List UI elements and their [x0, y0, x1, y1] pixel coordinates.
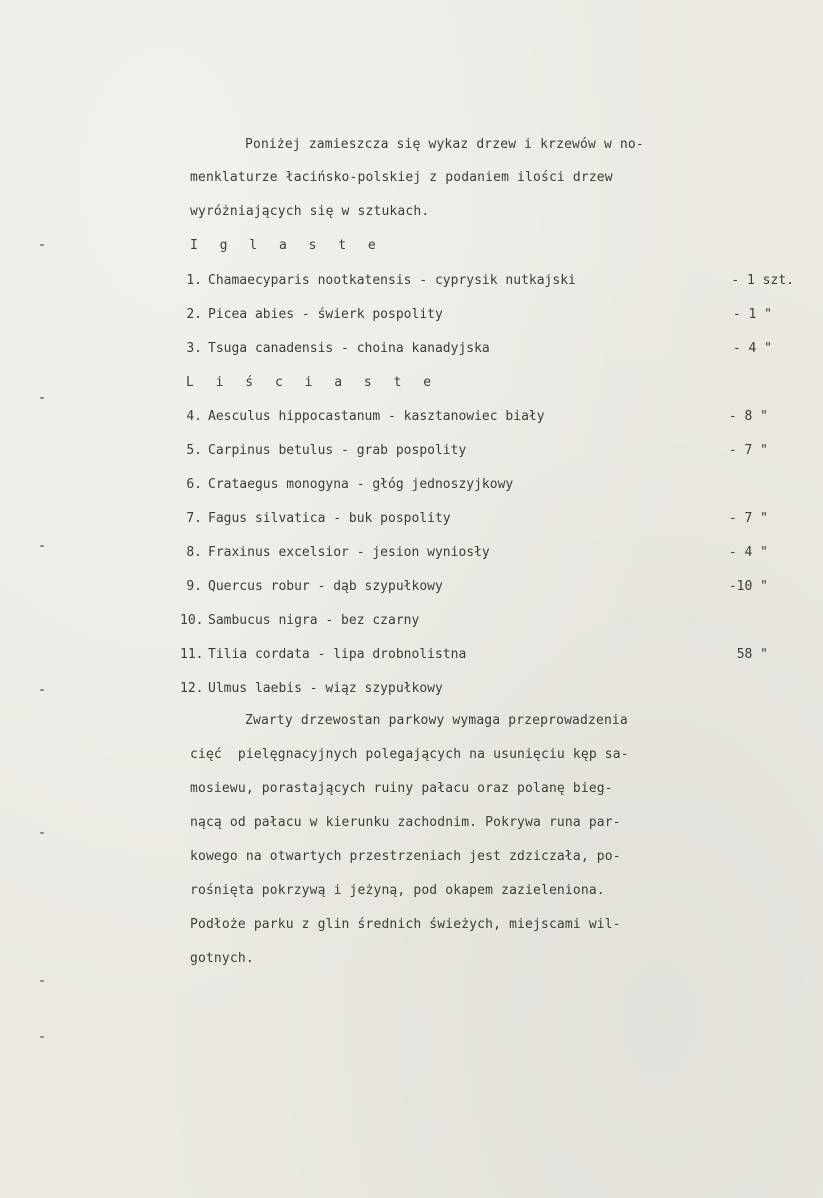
- list-item-name: Fagus silvatica - buk pospolity: [208, 511, 451, 526]
- list-item-name: Aesculus hippocastanum - kasztanowiec biały: [208, 409, 545, 424]
- margin-mark: [40, 980, 44, 982]
- margin-mark: [40, 545, 44, 547]
- margin-mark: [40, 1036, 44, 1038]
- closing-line: rośnięta pokrzywą i jeżyną, pod okapem zazieleniona.: [190, 883, 605, 898]
- closing-line: nącą od pałacu w kierunku zachodnim. Pokrywa runa par-: [190, 815, 621, 830]
- margin-mark: [40, 244, 44, 246]
- list-item-quantity: 58 ": [736, 647, 768, 662]
- list-item-name: Ulmus laebis - wiąz szypułkowy: [208, 681, 443, 696]
- list-item-name: Quercus robur - dąb szypułkowy: [208, 579, 443, 594]
- closing-line: cięć pielęgnacyjnych polegających na usunięciu kęp sa-: [190, 747, 629, 762]
- margin-mark: [40, 397, 44, 399]
- intro-line: wyróżniających się w sztukach.: [190, 204, 430, 219]
- list-item-name: Crataegus monogyna - głóg jednoszyjkowy: [208, 477, 514, 492]
- section-heading-conifers: I g l a s t e: [190, 238, 383, 253]
- list-item-quantity: - 7 ": [728, 443, 768, 458]
- margin-mark: [40, 689, 44, 691]
- list-item-number: 5.: [186, 443, 202, 458]
- list-item-quantity: - 7 ": [728, 511, 768, 526]
- list-item-name: Carpinus betulus - grab pospolity: [208, 443, 467, 458]
- list-item-number: 3.: [186, 341, 202, 356]
- list-item-number: 7.: [186, 511, 202, 526]
- closing-line: mosiewu, porastających ruiny pałacu oraz polanę bieg-: [190, 781, 613, 796]
- list-item-number: 6.: [186, 477, 202, 492]
- closing-line: gotnych.: [190, 951, 254, 966]
- list-item-number: 9.: [186, 579, 202, 594]
- list-item-quantity: - 8 ": [728, 409, 768, 424]
- list-item-quantity: - 1 ": [732, 307, 772, 322]
- list-item-number: 2.: [186, 307, 202, 322]
- list-item-number: 8.: [186, 545, 202, 560]
- list-item-quantity: - 1 szt.: [731, 273, 794, 288]
- list-item-number: 1.: [186, 273, 202, 288]
- list-item-name: Tilia cordata - lipa drobnolistna: [208, 647, 467, 662]
- intro-line: menklaturze łacińsko-polskiej z podaniem ilości drzew: [190, 170, 613, 185]
- intro-line: Poniżej zamieszcza się wykaz drzew i krzewów w no-: [245, 137, 644, 152]
- closing-line: Zwarty drzewostan parkowy wymaga przeprowadzenia: [245, 713, 628, 728]
- list-item-number: 11.: [180, 647, 204, 662]
- closing-line: kowego na otwartych przestrzeniach jest zdziczała, po-: [190, 849, 621, 864]
- margin-mark: [40, 832, 44, 834]
- closing-line: Podłoże parku z glin średnich świeżych, miejscami wil-: [190, 917, 621, 932]
- list-item-number: 4.: [186, 409, 202, 424]
- list-item-name: Picea abies - świerk pospolity: [208, 307, 443, 322]
- list-item-name: Fraxinus excelsior - jesion wyniosły: [208, 545, 490, 560]
- list-item-number: 10.: [180, 613, 204, 628]
- list-item-quantity: - 4 ": [728, 545, 768, 560]
- list-item-quantity: - 4 ": [732, 341, 772, 356]
- list-item-name: Chamaecyparis nootkatensis - cyprysik nutkajski: [208, 273, 576, 288]
- list-item-quantity: -10 ": [728, 579, 768, 594]
- list-item-name: Sambucus nigra - bez czarny: [208, 613, 420, 628]
- list-item-number: 12.: [180, 681, 204, 696]
- section-heading-deciduous: L i ś c i a s t e: [186, 375, 439, 390]
- list-item-name: Tsuga canadensis - choina kanadyjska: [208, 341, 490, 356]
